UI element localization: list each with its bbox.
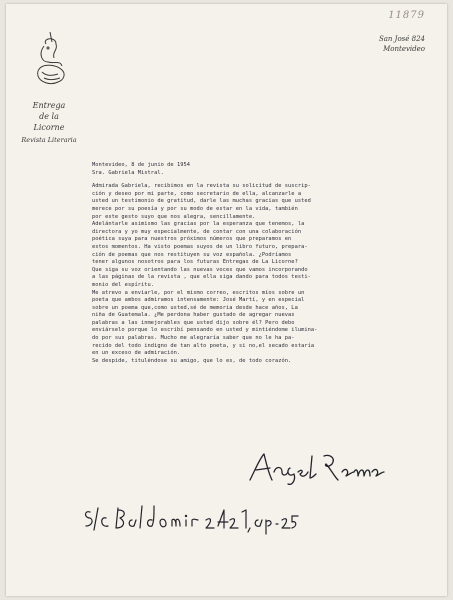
letterhead-line4: Revista Literaria [21, 136, 77, 144]
paragraph-line: poeta que ambos admiramos intensamente: José Martí, y en especial [92, 297, 305, 304]
handwritten-note [80, 498, 300, 538]
paragraph-line: en un exceso de admiración. [92, 350, 181, 357]
letterhead-address [379, 34, 425, 54]
letterhead-line3: Licorne [33, 123, 65, 132]
paragraph-line: a las páginas de la revista , que ella siga dando para todos testi- [92, 274, 311, 281]
paragraph-line: tener algunos nosotros para los futuras Entregas de La Licorne? [92, 259, 298, 266]
letterhead-title [14, 100, 84, 146]
paragraph-line: Me atrevo a enviarle, por el mismo correo, escritos míos sobre un [92, 289, 305, 296]
paragraph-line: estos momentos. Ha visto poemas suyos de un libro futuro, prepara- [92, 243, 308, 250]
paragraph-line: do por sus palabras. Mucho me alegraría saber que no le ha pa- [92, 335, 295, 342]
unicorn-emblem-icon [32, 28, 68, 88]
paragraph-line: enviárselo porque lo escribí pensando en usted y mintiéndome ilumina- [92, 327, 318, 334]
date-line: Montevideo, 8 de junio de 1954 [92, 162, 191, 168]
paragraph-line: usted un testimonio de gratitud, darle las muchas gracias que usted [92, 198, 311, 205]
paragraph-line: recido del todo indigno de tan alto poeta, y si no,el secado estaría [92, 342, 315, 349]
paragraph-line: palabras a las inmejorables que usted dijo sobre él? Pero debo [92, 319, 295, 326]
paragraph-line: ción de poemas que nos restituyen su voz española. ¿Podríamos [92, 251, 292, 258]
archive-number: 11879 [388, 10, 425, 21]
recipient-line: Sra. Gabriela Mistral. [92, 169, 164, 176]
paragraph-line: poética suya para nuestros próximos números que preparamos en [92, 236, 292, 243]
letter-body [92, 162, 424, 365]
letterhead-line2: de la [39, 112, 59, 121]
address-line1: San José 824 [378, 35, 425, 43]
paragraph-line: por este gesto suyo que nos alegra, sencillamente. [92, 213, 256, 220]
paragraph-line: Que siga su voz orientando las nuevas voces que vamos incorporando [92, 266, 308, 273]
paragraph-line: merece por su poesía y por su modo de estar en la vida, también [92, 205, 298, 212]
paragraph-line: niña de Guatemala. ¿Me perdona haber gustado de agregar nuevas [92, 312, 295, 319]
signature [246, 450, 386, 486]
address-line2: Montevideo [383, 45, 425, 53]
paragraph-line: Admirada Gabriela, recibimos en la revista su solicitud de suscrip- [92, 183, 311, 190]
paragraph-line: ción y deseo por mi parte, como secretario de ella, alcanzarle a [92, 190, 302, 197]
paragraph-line: sobre un poema que,como usted,sé de memoria desde hace años, La [92, 304, 298, 311]
closing-line: Se despide, tituléndose su amigo, que lo es, de todo corazón. [92, 357, 292, 364]
letterhead-line1: Entrega [32, 101, 66, 110]
paragraph-line: Adelántarle asimismo las gracias por la esperanza que tenemos, la [92, 221, 305, 228]
letter-sheet [6, 4, 447, 596]
paragraph-line: directora y yo muy especialmente, de contar con una colaboración [92, 228, 302, 235]
paragraph-line: monio del espíritu. [92, 281, 155, 288]
